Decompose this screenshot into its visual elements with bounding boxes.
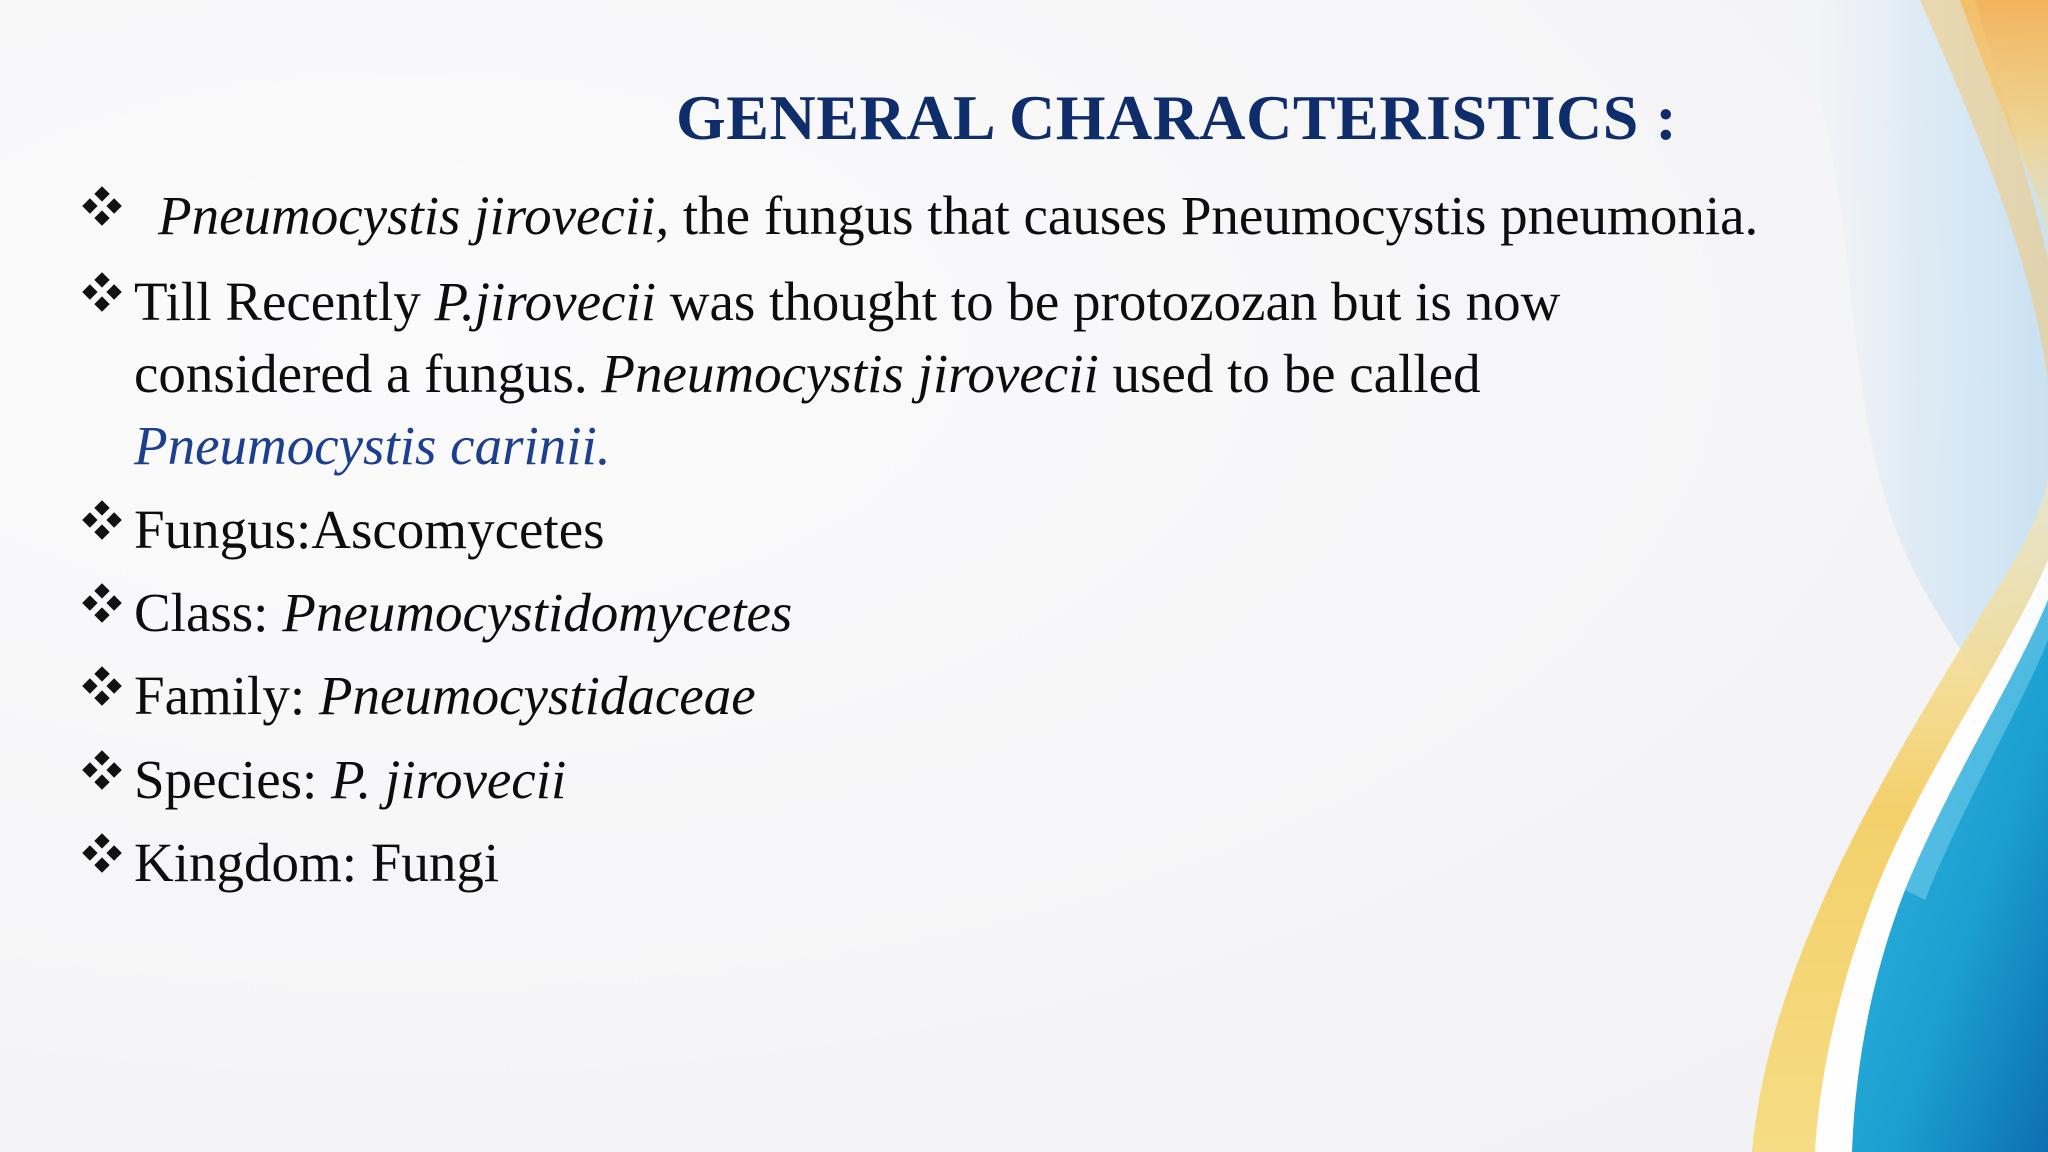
bullet-text bbox=[134, 577, 792, 649]
bullet-text-part: Species: bbox=[134, 749, 332, 810]
bullet-line bbox=[134, 266, 1560, 338]
bullet-text-part: Till Recently bbox=[134, 271, 435, 332]
bullet-text-part: P. jirovecii bbox=[331, 749, 567, 810]
four-diamond-bullet-icon bbox=[80, 664, 124, 708]
bullet-text bbox=[134, 266, 1560, 482]
slide-title-text: GENERAL CHARACTERISTICS bbox=[676, 82, 1639, 153]
bullet-text bbox=[134, 494, 605, 566]
bullet-text-part: the fungus that causes Pneumocystis pneumonia. bbox=[669, 185, 1759, 246]
four-diamond-bullet-icon bbox=[80, 581, 124, 625]
bullet-text-part: Class: bbox=[134, 582, 283, 643]
four-diamond-bullet-icon bbox=[80, 498, 124, 542]
four-diamond-bullet-icon bbox=[80, 184, 124, 228]
bullet-line bbox=[134, 410, 1560, 482]
four-diamond-bullet-icon bbox=[80, 270, 124, 314]
bullet-text-part: was thought to be protozozan but is now bbox=[655, 271, 1561, 332]
bullet-text-part: Pneumocystidomycetes bbox=[282, 582, 793, 643]
bullet-text bbox=[158, 180, 1758, 252]
bullet-text-part: considered a fungus. bbox=[134, 343, 602, 404]
bullet-text bbox=[134, 744, 566, 816]
bullet-text-part: P.jirovecii bbox=[434, 271, 656, 332]
bullet-text-part: Fungus:Ascomycetes bbox=[134, 499, 605, 560]
bullet-text bbox=[134, 827, 499, 899]
bullet-text bbox=[134, 660, 756, 732]
bullet-text-part: used to be called bbox=[1098, 343, 1481, 404]
bullet-text-part: Kingdom: Fungi bbox=[134, 832, 500, 893]
bullet-text-part: Pneumocystis jirovecii, bbox=[158, 185, 670, 246]
bullet-text-part: Family: bbox=[134, 665, 319, 726]
bullet-text-part: Pneumocystis carinii. bbox=[134, 415, 611, 476]
four-diamond-bullet-icon bbox=[80, 748, 124, 792]
slide-title bbox=[676, 78, 1677, 158]
bullet-text-part: Pneumocystidaceae bbox=[318, 665, 756, 726]
bullet-line bbox=[134, 338, 1560, 410]
bullet-text-part: Pneumocystis jirovecii bbox=[601, 343, 1099, 404]
slide-title-colon: : bbox=[1638, 82, 1678, 153]
four-diamond-bullet-icon bbox=[80, 831, 124, 875]
